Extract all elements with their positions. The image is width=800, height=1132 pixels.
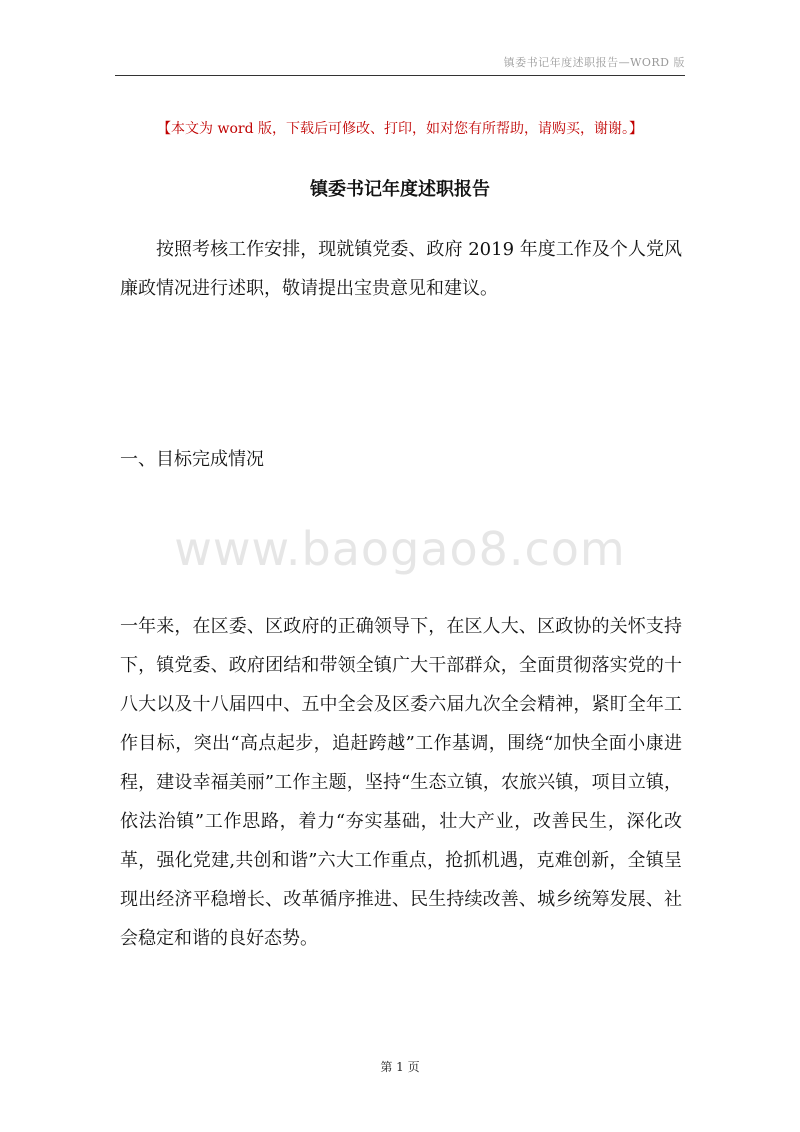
page-number: 第 1 页 (380, 1060, 420, 1074)
body-paragraph: 一年来，在区委、区政府的正确领导下，在区人大、区政协的关怀支持下，镇党委、政府团结和带领全镇广大干部群众，全面贯彻落实党的十八大以及十八届四中、五中全会及区委六届九次全会精神，紧盯全年工作目标，突出“高点起步，追赶跨越”工作基调，围绕“加快全面小康进程，建设幸福美丽”工作主题，坚持“生态立镇，农旅兴镇，项目立镇，依法治镇”工作思路，着力“夯实基础，壮大产业，改善民生，深化改革，强化党建,共创和谐”六大工作重点，抢抓机遇，克难创新，全镇呈现出经济平稳增长、改革循序推进、民生持续改善、城乡统筹发展、社会稳定和谐的良好态势。 (120, 616, 682, 949)
header-divider (115, 75, 685, 76)
watermark: www.baogao8.com (174, 522, 626, 576)
download-notice: 【本文为 word 版，下载后可修改、打印，如对您有所帮助，请购买，谢谢。】 (157, 121, 643, 137)
page-header: 镇委书记年度述职报告—WORD 版 (503, 56, 685, 69)
intro-paragraph: 按照考核工作安排，现就镇党委、政府 2019 年度工作及个人党风廉政情况进行述职，敬请提出宝贵意见和建议。 (120, 239, 682, 299)
document-title: 镇委书记年度述职报告 (310, 179, 490, 200)
section-heading: 一、目标完成情况 (120, 449, 264, 470)
